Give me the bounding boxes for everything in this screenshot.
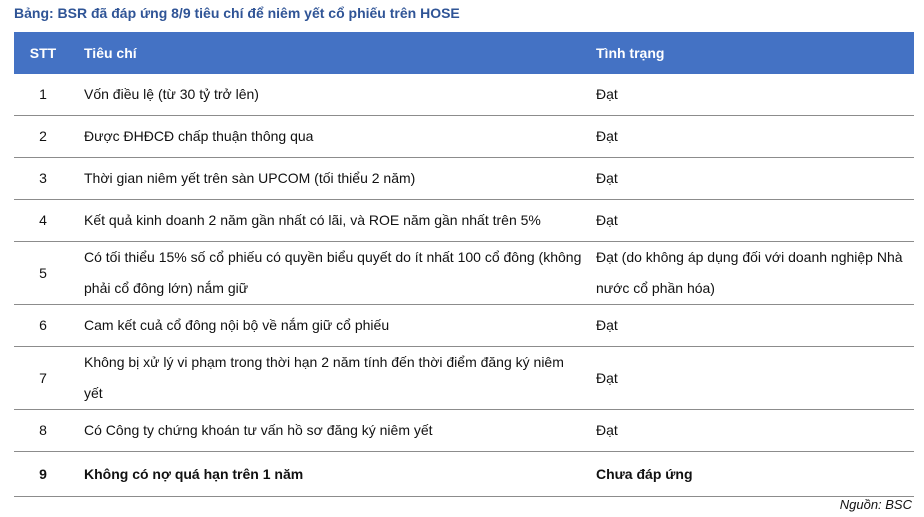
row-stt: 9 (14, 452, 72, 497)
row-criterion: Vốn điều lệ (từ 30 tỷ trở lên) (72, 74, 584, 116)
row-criterion: Được ĐHĐCĐ chấp thuận thông qua (72, 116, 584, 158)
row-stt: 1 (14, 74, 72, 116)
row-criterion: Cam kết cuả cổ đông nội bộ về nắm giữ cổ phiếu (72, 305, 584, 347)
table-row (14, 242, 914, 305)
criteria-table (14, 32, 914, 497)
row-stt: 7 (14, 347, 72, 410)
row-status: Đạt (584, 158, 914, 200)
row-status: Đạt (584, 410, 914, 452)
row-stt: 8 (14, 410, 72, 452)
row-status: Đạt (584, 200, 914, 242)
table-row (14, 74, 914, 116)
row-status: Đạt (584, 305, 914, 347)
row-status: Đạt (do không áp dụng đối với doanh nghiệp Nhà nước cổ phần hóa) (584, 242, 914, 305)
table-row (14, 158, 914, 200)
row-stt: 6 (14, 305, 72, 347)
table-row (14, 347, 914, 410)
source-note: Nguồn: BSC (839, 497, 912, 512)
row-criterion: Không bị xử lý vi phạm trong thời hạn 2 năm tính đến thời điểm đăng ký niêm yết (72, 347, 584, 410)
header-stt: STT (14, 32, 72, 74)
table-header-row (14, 32, 914, 74)
row-status: Đạt (584, 347, 914, 410)
table-caption: Bảng: BSR đã đáp ứng 8/9 tiêu chí để niêm yết cổ phiếu trên HOSE (14, 5, 460, 21)
table-row (14, 200, 914, 242)
row-criterion: Có tối thiểu 15% số cổ phiếu có quyền biểu quyết do ít nhất 100 cổ đông (không phải cổ đông lớn) nắm giữ (72, 242, 584, 305)
row-stt: 2 (14, 116, 72, 158)
row-stt: 4 (14, 200, 72, 242)
table-row (14, 410, 914, 452)
header-status: Tình trạng (584, 32, 914, 74)
table-row (14, 452, 914, 497)
row-criterion: Có Công ty chứng khoán tư vấn hồ sơ đăng ký niêm yết (72, 410, 584, 452)
row-stt: 5 (14, 242, 72, 305)
row-criterion: Kết quả kinh doanh 2 năm gần nhất có lãi, và ROE năm gần nhất trên 5% (72, 200, 584, 242)
row-criterion: Không có nợ quá hạn trên 1 năm (72, 452, 584, 497)
table-row (14, 305, 914, 347)
row-criterion: Thời gian niêm yết trên sàn UPCOM (tối thiểu 2 năm) (72, 158, 584, 200)
table-row (14, 116, 914, 158)
row-status: Đạt (584, 74, 914, 116)
header-criterion: Tiêu chí (72, 32, 584, 74)
row-status: Đạt (584, 116, 914, 158)
row-stt: 3 (14, 158, 72, 200)
row-status: Chưa đáp ứng (584, 452, 914, 497)
